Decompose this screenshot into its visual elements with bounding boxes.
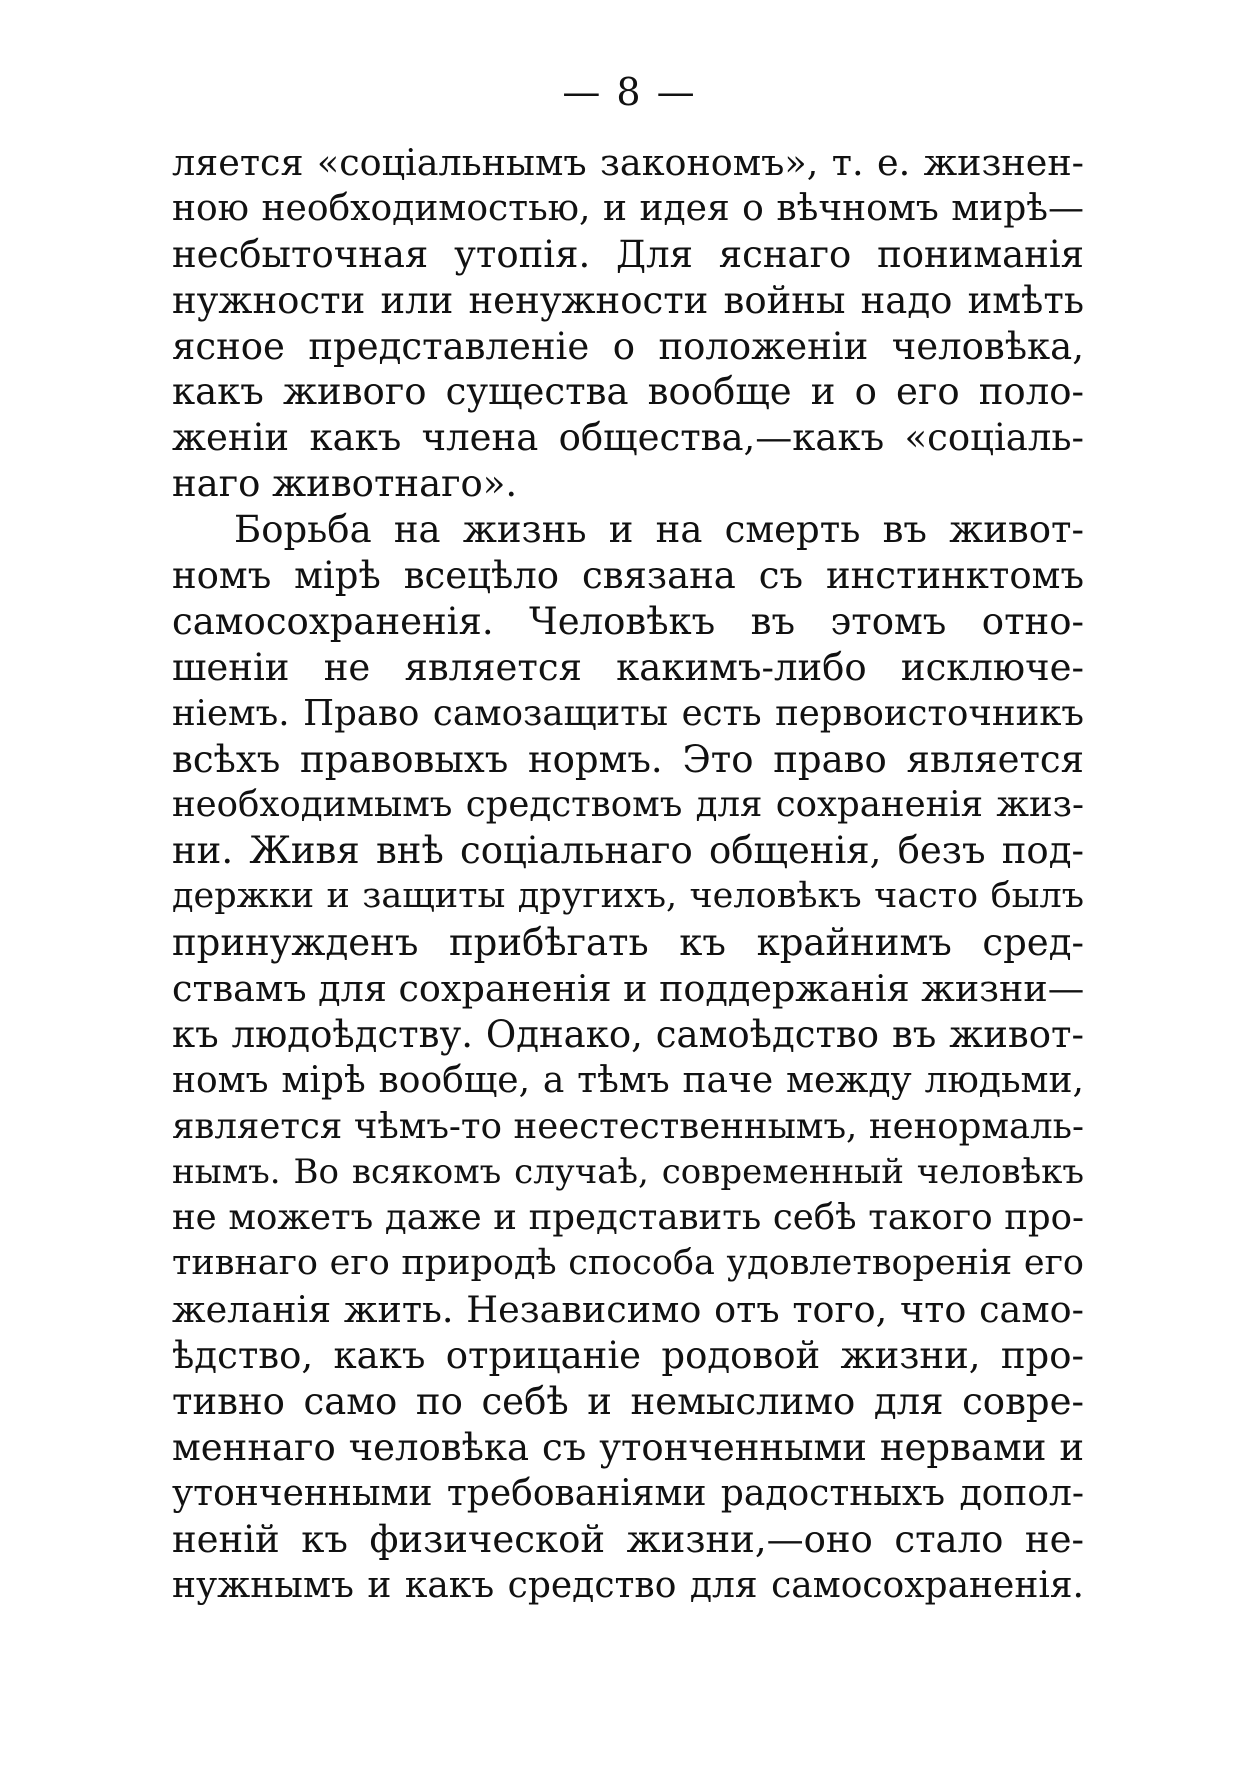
text-line: держки и защиты другихъ, человѣкъ часто былъ <box>172 876 1084 917</box>
text-line: нужности или ненужности войны надо имѣть <box>172 278 1084 322</box>
text-line: желанія жить. Независимо отъ того, что само- <box>172 1288 1084 1332</box>
text-line: къ людоѣдству. Однако, самоѣдство въ живот- <box>172 1012 1084 1056</box>
text-line: необходимымъ средствомъ для сохраненія жиз- <box>172 784 1084 826</box>
text-line: меннаго человѣка съ утонченными нервами и <box>172 1425 1084 1469</box>
text-line: принужденъ прибѣгать къ крайнимъ сред- <box>172 921 1084 965</box>
text-line: самосохраненія. Человѣкъ въ этомъ отно- <box>172 599 1084 643</box>
text-line: ляется «соціальнымъ закономъ», т. е. жизнен- <box>172 141 1084 184</box>
text-line: нымъ. Во всякомъ случаѣ, современный человѣкъ <box>172 1151 1084 1192</box>
text-line: какъ живого существа вообще и о его поло- <box>172 370 1084 414</box>
text-line: ясное представленіе о положеніи человѣка, <box>172 324 1084 368</box>
text-line: ніемъ. Право самозащиты есть первоисточникъ <box>172 692 1084 734</box>
text-line: ствамъ для сохраненія и поддержанія жизни— <box>172 967 1084 1011</box>
paragraph-2 <box>172 507 1084 1608</box>
body-text <box>172 140 1084 1609</box>
text-line: нужнымъ и какъ средство для самосохраненія. <box>172 1564 1084 1606</box>
text-line: является чѣмъ-то неестественнымъ, ненормаль- <box>172 1105 1084 1147</box>
text-line: всѣхъ правовыхъ нормъ. Это право является <box>172 737 1084 781</box>
text-line: номъ мірѣ всецѣло связана съ инстинктомъ <box>172 554 1084 598</box>
text-line: неній къ физической жизни,—оно стало не- <box>172 1517 1084 1561</box>
text-line: женіи какъ члена общества,—какъ «соціаль- <box>172 416 1084 460</box>
text-line: наго животнаго». <box>172 462 518 506</box>
text-line: тивно само по себѣ и немыслимо для совре- <box>172 1380 1084 1424</box>
text-line: номъ мірѣ вообще, а тѣмъ паче между людьми, <box>172 1059 1084 1101</box>
text-line: несбыточная утопія. Для яснаго пониманія <box>172 232 1084 276</box>
paragraph-1 <box>172 140 1084 507</box>
text-line: шеніи не является какимъ-либо исключе- <box>172 645 1084 689</box>
text-line: ни. Живя внѣ соціальнаго общенія, безъ под- <box>172 829 1084 873</box>
text-line: ною необходимостью, и идея о вѣчномъ мирѣ— <box>172 187 1084 229</box>
page-number: — 8 — <box>562 70 697 114</box>
text-line: не можетъ даже и представить себѣ такого про- <box>172 1197 1084 1239</box>
text-line: утонченными требованіями радостныхъ допол- <box>172 1472 1084 1514</box>
text-line: тивнаго его природѣ способа удовлетворенія его <box>172 1243 1084 1284</box>
text-line: Борьба на жизнь и на смерть въ живот- <box>234 508 1084 552</box>
text-line: ѣдство, какъ отрицаніе родовой жизни, про- <box>172 1334 1084 1378</box>
